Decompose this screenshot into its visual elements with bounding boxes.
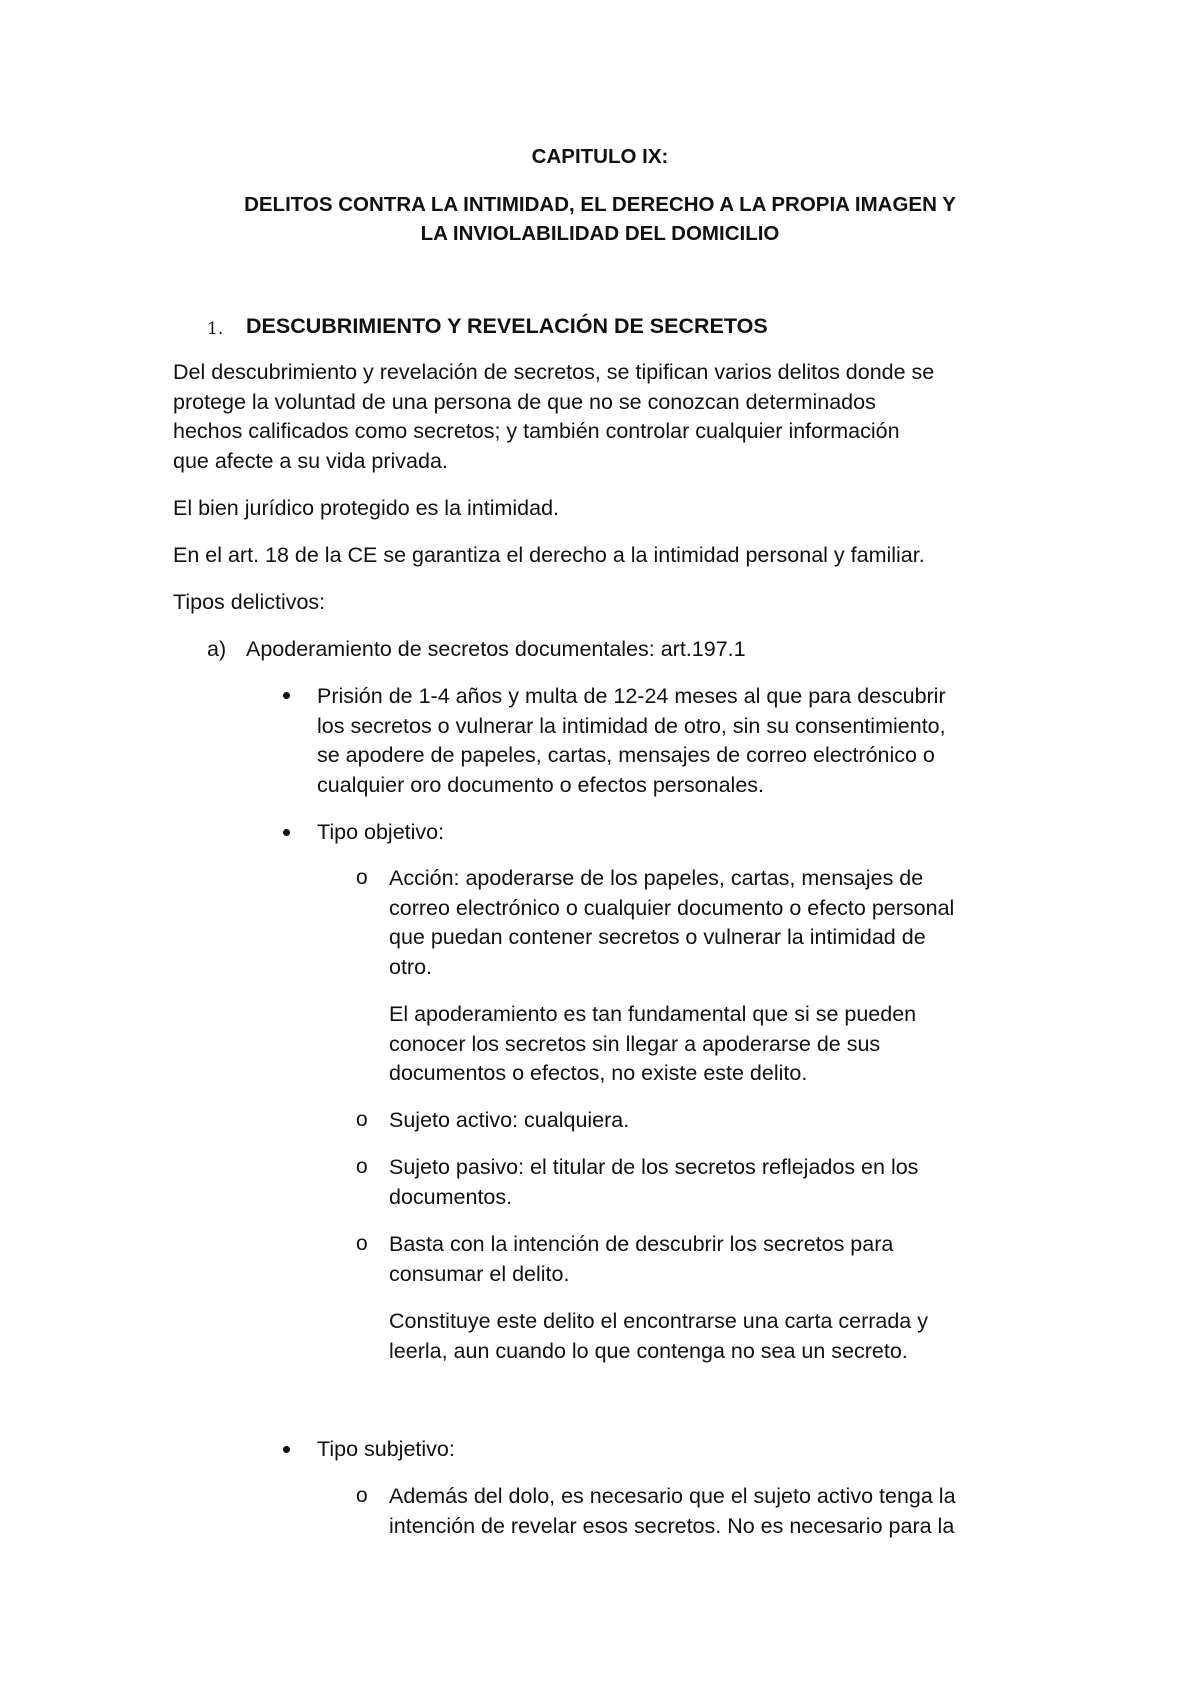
sub-1-note-line: documentos o efectos, no existe este delito. [389,1061,808,1085]
sub-4-line: Basta con la intención de descubrir los secretos para [389,1232,894,1256]
tipos-delictivos-label: Tipos delictivos: [173,590,326,614]
art18-paragraph: En el art. 18 de la CE se garantiza el derecho a la intimidad personal y familiar. [173,543,925,567]
sub-3-line: documentos. [389,1185,513,1209]
intro-line: Del descubrimiento y revelación de secretos, se tipifican varios delitos donde se [173,360,935,384]
sub-bullet-marker: o [356,1484,368,1507]
chapter-title: CAPITULO IX: [531,145,669,168]
bullet-2-text: Tipo objetivo: [317,820,445,844]
bullet-3-text: Tipo subjetivo: [317,1437,455,1461]
bullet-icon [283,829,290,836]
bullet-1-line: cualquier oro documento o efectos personales. [317,773,764,797]
bullet-1-line: se apodere de papeles, cartas, mensajes de correo electrónico o [317,743,935,767]
sub-4-note-line: Constituye este delito el encontrarse una carta cerrada y [389,1309,928,1333]
intro-line: que afecte a su vida privada. [173,449,448,473]
chapter-subtitle-line-1: DELITOS CONTRA LA INTIMIDAD, EL DERECHO A LA PROPIA IMAGEN Y [244,193,956,216]
intro-line: hechos calificados como secretos; y también controlar cualquier información [173,419,900,443]
bullet-1-line: Prisión de 1-4 años y multa de 12-24 meses al que para descubrir [317,684,946,708]
item-a-text: Apoderamiento de secretos documentales: art.197.1 [246,637,746,661]
sub-bullet-marker: o [356,866,368,889]
sub-4-note-line: leerla, aun cuando lo que contenga no sea un secreto. [389,1339,908,1363]
item-a-marker: a) [207,637,227,661]
chapter-subtitle-line-2: LA INVIOLABILIDAD DEL DOMICILIO [420,222,780,245]
sub-4-line: consumar el delito. [389,1262,570,1286]
sub-1-note-line: El apoderamiento es tan fundamental que si se pueden [389,1002,917,1026]
sub-bullet-marker: o [356,1232,368,1255]
bullet-icon [283,1446,290,1453]
sub-1-line: correo electrónico o cualquier documento o efecto personal [389,896,955,920]
bien-juridico-paragraph: El bien jurídico protegido es la intimidad. [173,496,560,520]
sub-3-line: Sujeto pasivo: el titular de los secretos reflejados en los [389,1155,919,1179]
sub-1-line: que puedan contener secretos o vulnerar la intimidad de [389,925,926,949]
section-number: 1. [207,319,224,339]
sub-2-text: Sujeto activo: cualquiera. [389,1108,630,1132]
section-heading: DESCUBRIMIENTO Y REVELACIÓN DE SECRETOS [246,314,768,338]
sub-bullet-marker: o [356,1108,368,1131]
sub-5-line: Además del dolo, es necesario que el sujeto activo tenga la [389,1484,956,1508]
sub-1-line: Acción: apoderarse de los papeles, cartas, mensajes de [389,866,924,890]
sub-bullet-marker: o [356,1155,368,1178]
sub-5-line: intención de revelar esos secretos. No es necesario para la [389,1514,955,1538]
bullet-1-line: los secretos o vulnerar la intimidad de otro, sin su consentimiento, [317,714,946,738]
sub-1-line: otro. [389,955,433,979]
intro-line: protege la voluntad de una persona de que no se conozcan determinados [173,390,876,414]
bullet-icon [283,692,290,699]
sub-1-note-line: conocer los secretos sin llegar a apoderarse de sus [389,1032,881,1056]
